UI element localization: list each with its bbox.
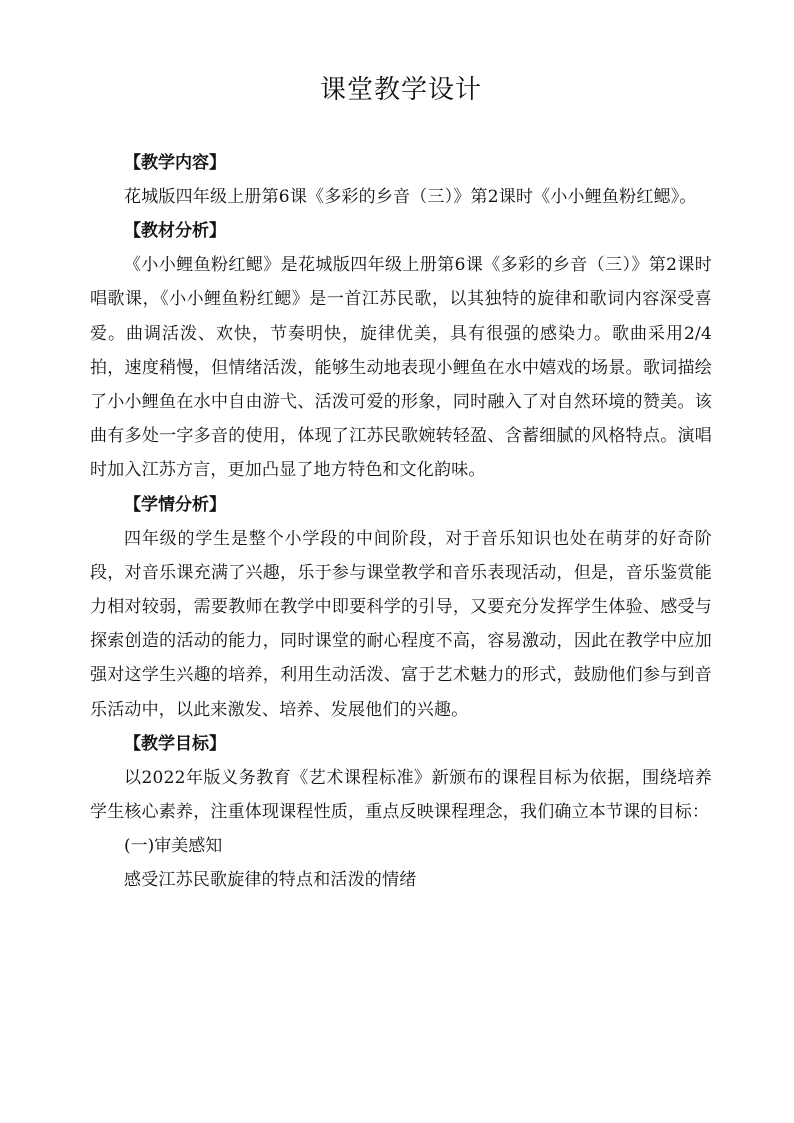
document-body bbox=[90, 146, 712, 898]
section-heading: 【教材分析】 bbox=[124, 221, 226, 242]
document-title: 课堂教学设计 bbox=[319, 75, 482, 105]
document-page bbox=[90, 0, 712, 898]
section-student-analysis bbox=[90, 488, 712, 727]
paragraph: 花城版四年级上册第6课《多彩的乡音（三）》第2课时《小小鲤鱼粉红鳃》。 bbox=[124, 187, 697, 207]
subheading-aesthetic-perception: (一)审美感知 bbox=[124, 836, 223, 857]
section-teaching-goals bbox=[90, 727, 712, 898]
section-heading: 【教学目标】 bbox=[124, 733, 226, 754]
paragraph: 以2022年版义务教育《艺术课程标准》新颁布的课程目标为依据，围绕培养学生核心素养，注重体现课程性质，重点反映课程理念，我们确立本节课的目标： bbox=[90, 767, 712, 823]
section-material-analysis bbox=[90, 214, 712, 487]
section-heading: 【教学内容】 bbox=[124, 153, 226, 173]
paragraph: 感受江苏民歌旋律的特点和活泼的情绪 bbox=[124, 870, 417, 891]
paragraph: 《小小鲤鱼粉红鳃》是花城版四年级上册第6课《多彩的乡音（三）》第2课时唱歌课，《小小鲤鱼粉红鳃》是一首江苏民歌，以其独特的旋律和歌词内容深受喜爱。曲调活泼、欢快，节奏明快，旋律优美，具有很强的感染力。歌曲采用2/4拍，速度稍慢，但情绪活泼，能够生动地表现小鲤鱼在水中嬉戏的场景。歌词描绘了小小鲤鱼在水中自由游弋、活泼可爱的形象，同时融入了对自然环境的赞美。该曲有多处一字多音的使用，体现了江苏民歌婉转轻盈、含蓄细腻的风格特点。演唱时加入江苏方言，更加凸显了地方特色和文化韵味。 bbox=[90, 255, 712, 481]
section-teaching-content bbox=[90, 146, 712, 214]
section-heading: 【学情分析】 bbox=[124, 494, 226, 515]
paragraph: 四年级的学生是整个小学段的中间阶段，对于音乐知识也处在萌芽的好奇阶段，对音乐课充满了兴趣，乐于参与课堂教学和音乐表现活动，但是，音乐鉴赏能力相对较弱，需要教师在教学中即要科学的引导，又要充分发挥学生体验、感受与探索创造的活动的能力，同时课堂的耐心程度不高，容易激动，因此在教学中应加强对这学生兴趣的培养，利用生动活泼、富于艺术魅力的形式，鼓励他们参与到音乐活动中，以此来激发、培养、发展他们的兴趣。 bbox=[90, 528, 712, 720]
